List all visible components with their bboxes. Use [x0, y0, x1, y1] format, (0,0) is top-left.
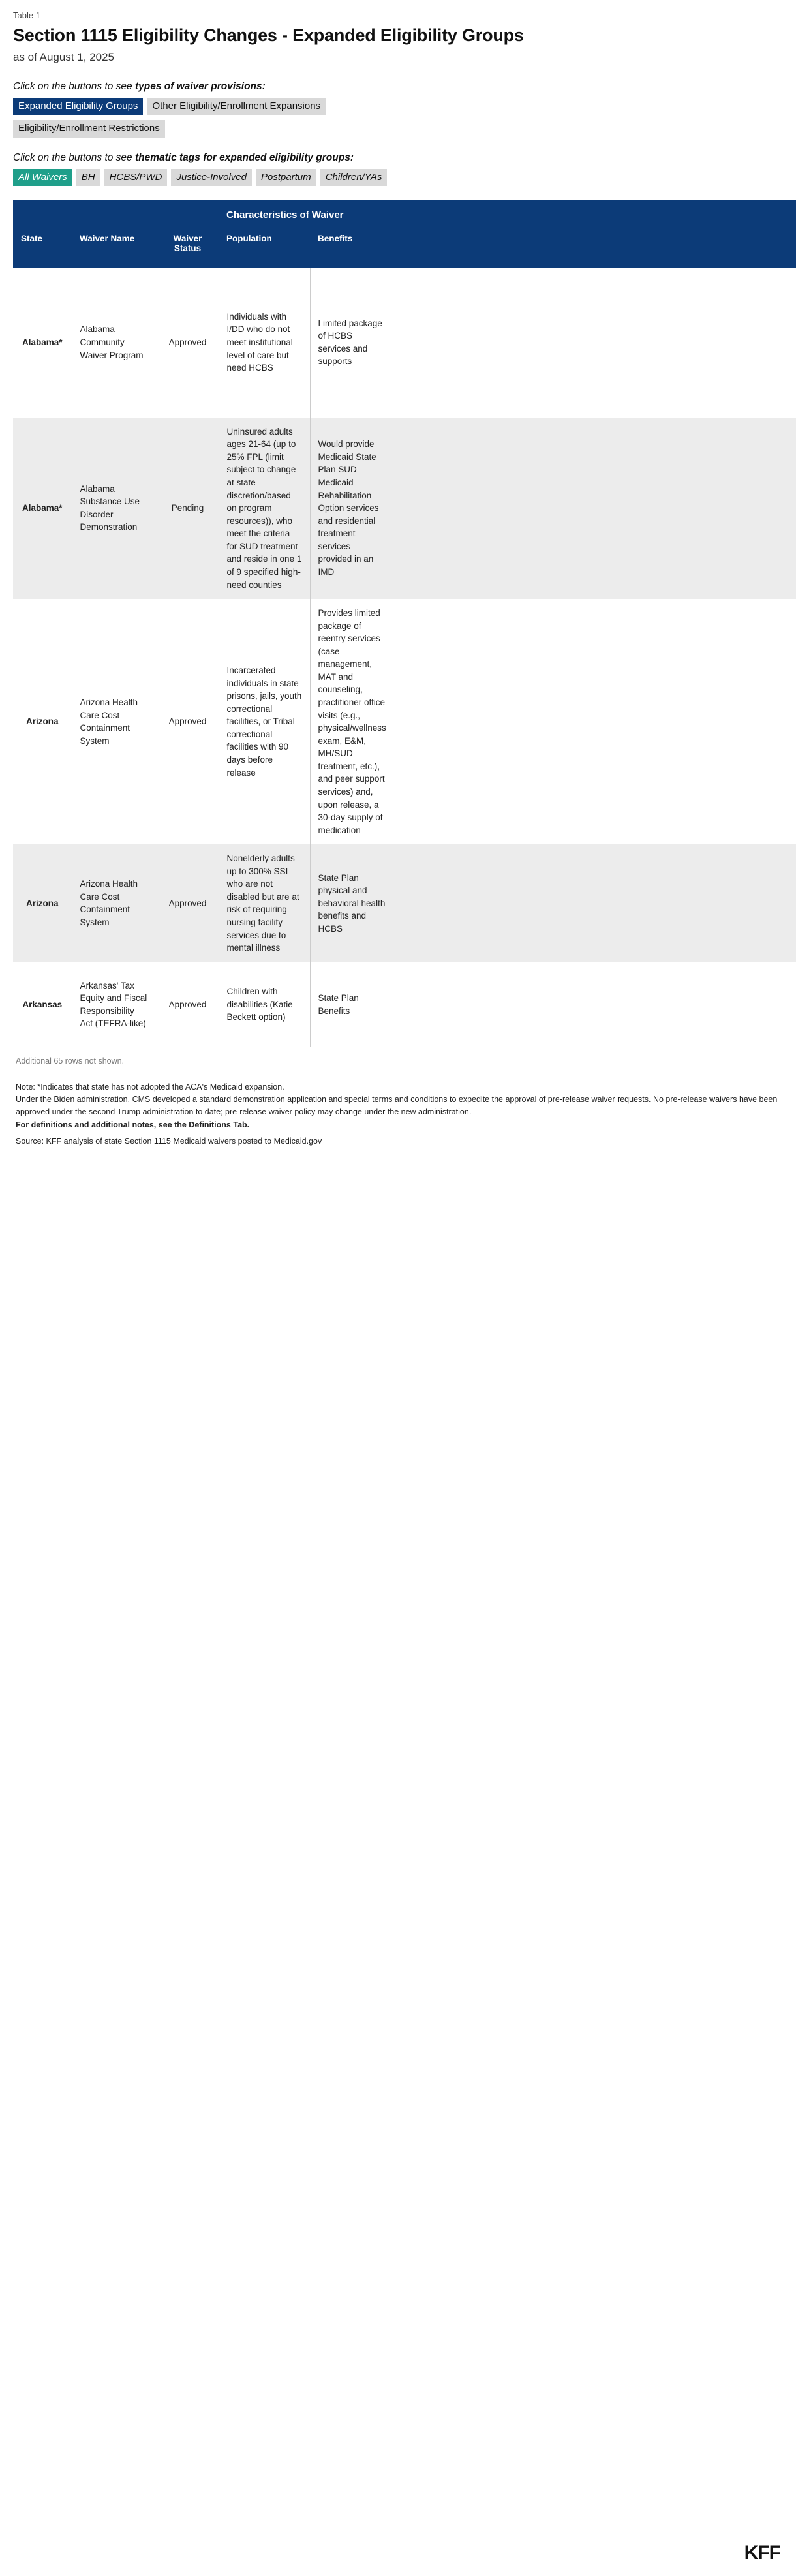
group-header-blank-2: [72, 200, 157, 227]
waivers-table: [13, 200, 796, 1047]
source-line: Source: KFF analysis of state Section 1115 Medicaid waivers posted to Medicaid.gov: [16, 1137, 322, 1146]
table-row: [13, 844, 796, 962]
additional-rows-note: Additional 65 rows not shown.: [16, 1056, 125, 1066]
table-label: Table 1: [13, 10, 40, 20]
tag-justice-involved[interactable]: Justice-Involved: [171, 169, 252, 186]
cell-benefits: Provides limited package of reentry services (case management, MAT and counseling, practitioner office visits (e.g., physical/wellness exam, E&M, MH/SUD treatment, etc.), and peer support services) and, upon release, a 30-day supply of medication: [310, 599, 395, 844]
filter-expanded-eligibility-groups[interactable]: Expanded Eligibility Groups: [13, 98, 143, 115]
cell-population: Children with disabilities (Katie Beckett option): [219, 962, 310, 1047]
cell-population: Individuals with I/DD who do not meet institutional level of care but need HCBS: [219, 268, 310, 418]
group-header-blank-1: [13, 200, 72, 227]
cell-waiver-name: Alabama Community Waiver Program: [72, 268, 157, 418]
cell-benefits: State Plan Benefits: [310, 962, 395, 1047]
table-row: [13, 268, 796, 418]
cell-population: Uninsured adults ages 21-64 (up to 25% FPL (limit subject to change at state discretion/based on program resources)), who meet the criteria for SUD treatment and reside in one 1 of 9 specified high-need counties: [219, 418, 310, 599]
table-group-header-row: [13, 200, 796, 227]
tags-instruction-prefix: Click on the buttons to see: [13, 151, 135, 163]
tag-button-row: [13, 169, 783, 186]
tag-children-yas[interactable]: Children/YAs: [320, 169, 388, 186]
group-header-characteristics: Characteristics of Waiver: [219, 200, 796, 227]
footnotes: [13, 1077, 783, 1132]
cell-state: Arizona: [13, 599, 72, 844]
table-row: [13, 599, 796, 844]
cell-population: Incarcerated individuals in state prisons, jails, youth correctional facilities, or Tribal correctional facilities with 90 days before release: [219, 599, 310, 844]
provisions-instruction-bold: types of waiver provisions:: [134, 81, 266, 92]
cell-benefits: Would provide Medicaid State Plan SUD Medicaid Rehabilitation Option services and residential treatment services provided in an IMD: [310, 418, 395, 599]
cell-benefits: Limited package of HCBS services and supports: [310, 268, 395, 418]
cell-waiver-status: Pending: [157, 418, 219, 599]
filter-eligibility-enrollment-restrictions[interactable]: Eligibility/Enrollment Restrictions: [13, 120, 165, 137]
cell-state: Alabama*: [13, 268, 72, 418]
cell-overflow: [395, 418, 796, 599]
kff-logo: KFF: [744, 2542, 780, 2564]
tags-instruction-bold: thematic tags for expanded eligibility groups:: [134, 151, 354, 163]
footnote-line-1: Note: *Indicates that state has not adopted the ACA's Medicaid expansion.: [16, 1082, 284, 1092]
column-header-state[interactable]: State: [13, 227, 72, 268]
column-header-overflow: [395, 227, 796, 268]
cell-overflow: [395, 844, 796, 962]
cell-waiver-status: Approved: [157, 599, 219, 844]
cell-state: Alabama*: [13, 418, 72, 599]
cell-state: Arkansas: [13, 962, 72, 1047]
tag-all-waivers[interactable]: All Waivers: [13, 169, 72, 186]
cell-state: Arizona: [13, 844, 72, 962]
provisions-instruction: [13, 81, 783, 93]
cell-waiver-name: Alabama Substance Use Disorder Demonstration: [72, 418, 157, 599]
column-header-benefits[interactable]: Benefits: [310, 227, 395, 268]
footer: [13, 1077, 783, 1173]
table-body: [13, 268, 796, 1047]
table-head: [13, 200, 796, 268]
cell-waiver-status: Approved: [157, 268, 219, 418]
footnote-line-2: Under the Biden administration, CMS developed a standard demonstration application and special terms and conditions to expedite the approval of pre-release waiver requests. No pre-release waivers have been approved under the second Trump administration to date; pre-release waiver policy may change under the new administration.: [16, 1095, 778, 1117]
provisions-instruction-prefix: Click on the buttons to see: [13, 81, 135, 92]
tag-bh[interactable]: BH: [76, 169, 100, 186]
cell-population: Nonelderly adults up to 300% SSI who are not disabled but are at risk of requiring nursing facility services due to mental illness: [219, 844, 310, 962]
cell-waiver-status: Approved: [157, 962, 219, 1047]
page-title: Section 1115 Eligibility Changes - Expanded Eligibility Groups: [13, 25, 524, 45]
cell-waiver-name: Arizona Health Care Cost Containment System: [72, 599, 157, 844]
column-header-waiver-name[interactable]: Waiver Name: [72, 227, 157, 268]
cell-waiver-status: Approved: [157, 844, 219, 962]
cell-waiver-name: Arkansas' Tax Equity and Fiscal Responsibility Act (TEFRA-like): [72, 962, 157, 1047]
group-header-blank-3: [157, 200, 219, 227]
table-row: [13, 418, 796, 599]
cell-overflow: [395, 599, 796, 844]
table-row: [13, 962, 796, 1047]
filter-other-eligibility-enrollment-expansions[interactable]: Other Eligibility/Enrollment Expansions: [147, 98, 326, 115]
cell-overflow: [395, 268, 796, 418]
column-header-population[interactable]: Population: [219, 227, 310, 268]
provision-button-row-2: [13, 120, 783, 137]
tags-instruction: [13, 152, 783, 164]
provision-button-row: [13, 98, 783, 115]
as-of-date: as of August 1, 2025: [13, 51, 115, 63]
column-header-waiver-status[interactable]: Waiver Status: [157, 227, 219, 268]
tag-hcbs-pwd[interactable]: HCBS/PWD: [104, 169, 168, 186]
cell-waiver-name: Arizona Health Care Cost Containment System: [72, 844, 157, 962]
cell-benefits: State Plan physical and behavioral health benefits and HCBS: [310, 844, 395, 962]
content-area: [0, 0, 796, 1172]
tag-postpartum[interactable]: Postpartum: [256, 169, 316, 186]
footnote-line-3: For definitions and additional notes, see the Definitions Tab.: [16, 1120, 250, 1129]
cell-overflow: [395, 962, 796, 1047]
table-header-row: [13, 227, 796, 268]
